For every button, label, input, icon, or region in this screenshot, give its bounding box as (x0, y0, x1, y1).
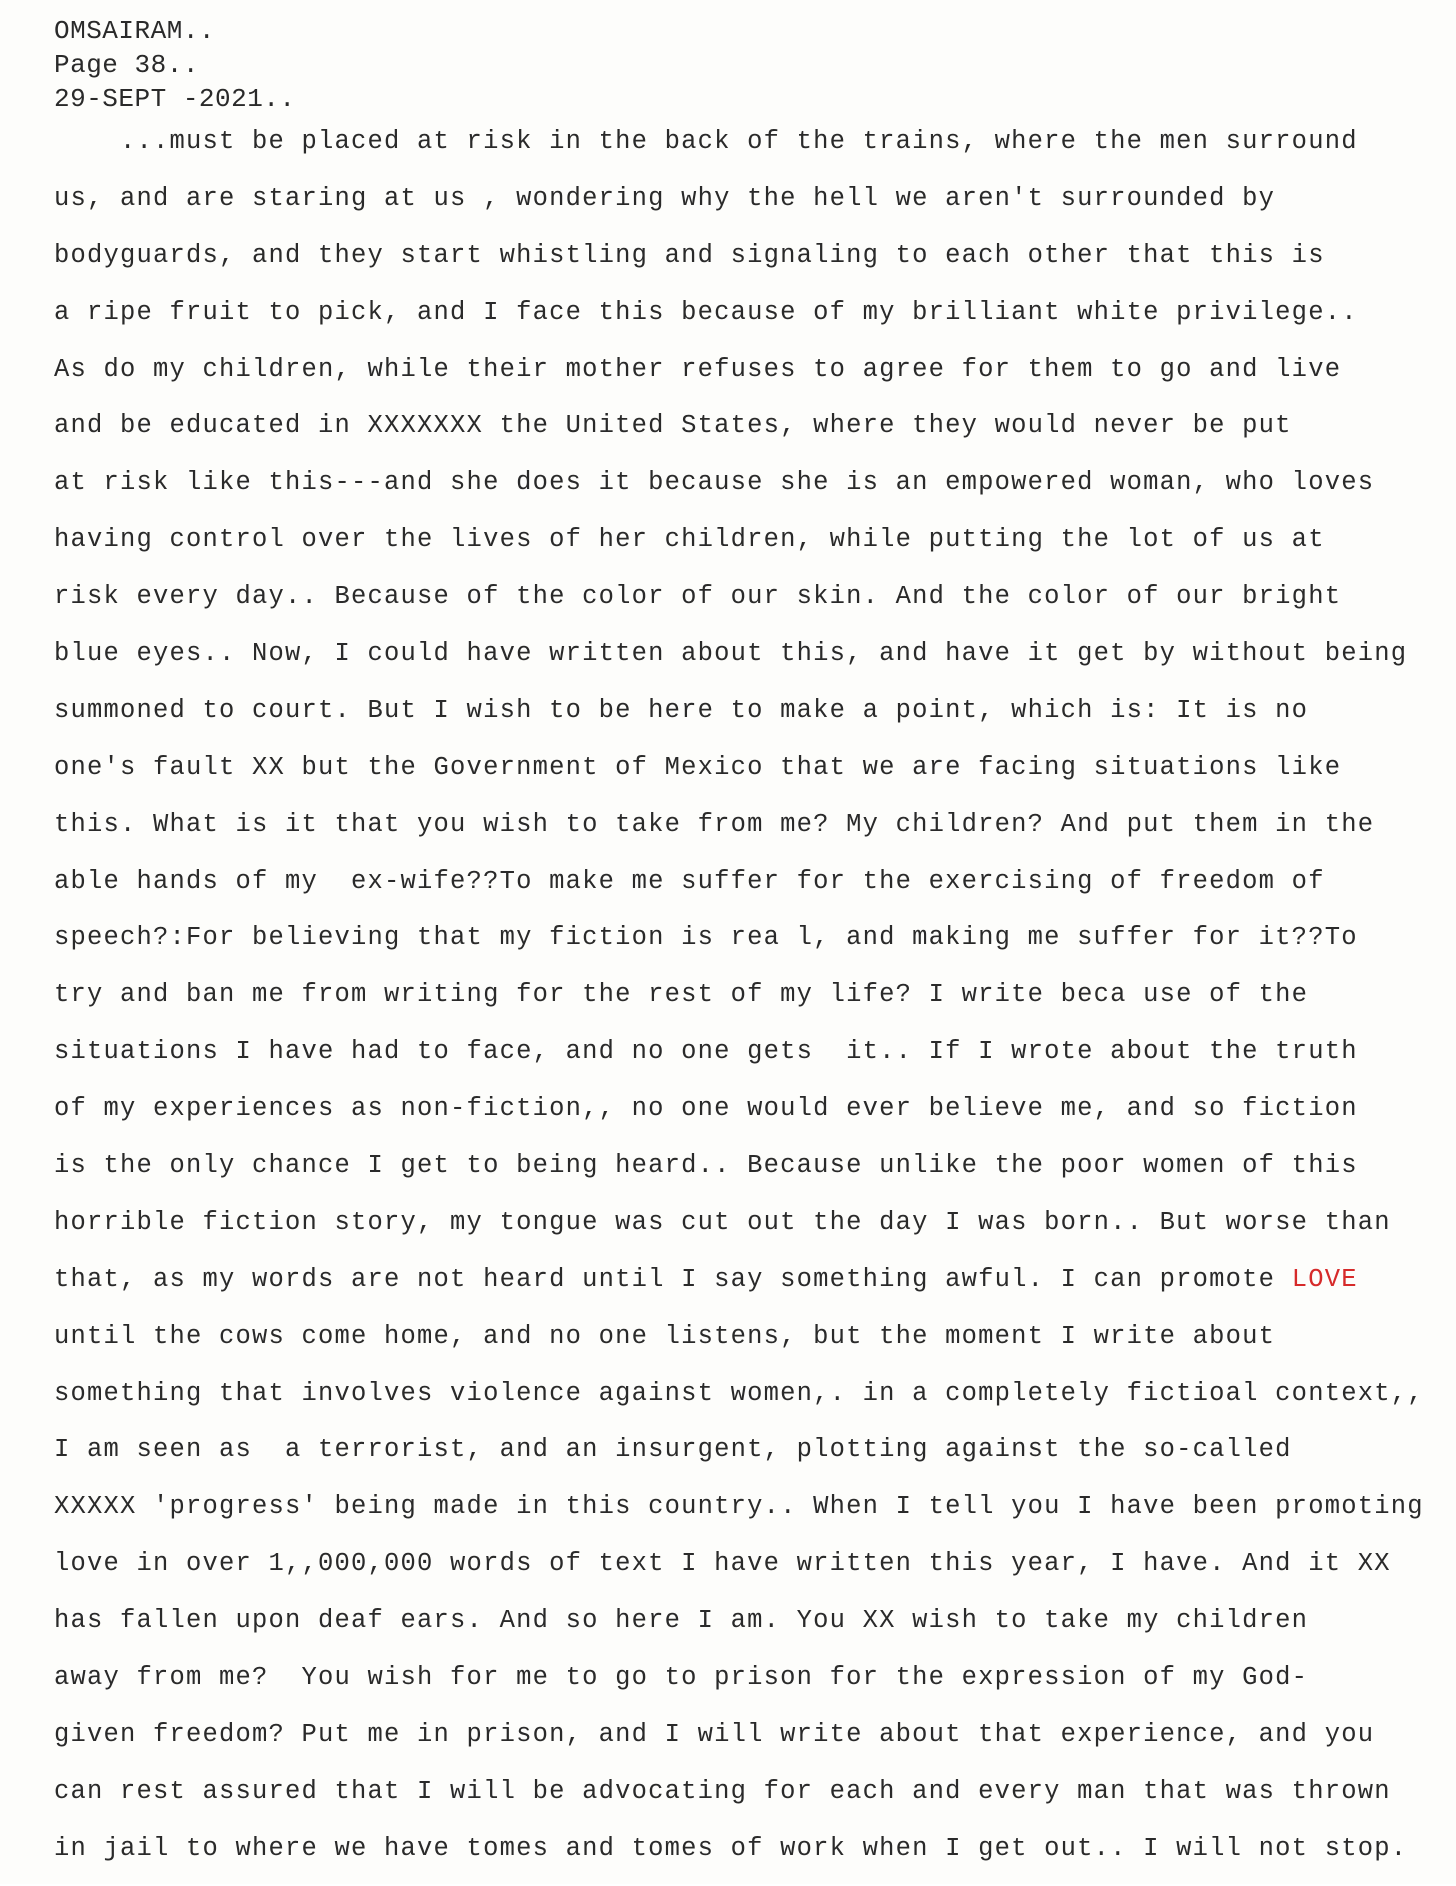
text-line: able hands of my ex-wife??To make me suffer for the exercising of freedom of (54, 866, 1325, 896)
header-salutation: OMSAIRAM.. (54, 16, 216, 46)
page-number: Page 38.. (54, 50, 199, 80)
text-line: has fallen upon deaf ears. And so here I am. You XX wish to take my children (54, 1606, 1309, 1636)
text-line: blue eyes.. Now, I could have written about this, and have it get by without being (54, 639, 1408, 669)
text-line: and be educated in XXXXXXX the United States, where they would never be put (54, 411, 1292, 441)
text-line: us, and are staring at us , wondering why the hell we aren't surrounded by (54, 183, 1276, 213)
text-line-with-love (54, 1260, 1454, 1317)
text-line: bodyguards, and they start whistling and signaling to each other that this is (54, 240, 1325, 270)
text-line: love in over 1,,000,000 words of text I have written this year, I have. And it XX (54, 1549, 1391, 1579)
text-line: in jail to where we have tomes and tomes of work when I get out.. I will not stop. (54, 1833, 1408, 1863)
text-line: this. What is it that you wish to take from me? My children? And put them in the (54, 809, 1375, 839)
text-line: horrible fiction story, my tongue was cut out the day I was born.. But worse than (54, 1207, 1391, 1237)
text-line: a ripe fruit to pick, and I face this because of my brilliant white privilege.. (54, 297, 1358, 327)
text-line: having control over the lives of her children, while putting the lot of us at (54, 525, 1325, 555)
text-line: ...must be placed at risk in the back of the trains, where the men surround (54, 127, 1358, 156)
text-line: at risk like this---and she does it because she is an empowered woman, who loves (54, 468, 1375, 498)
text-line: summoned to court. But I wish to be here to make a point, which is: It is no (54, 695, 1309, 725)
text-line: speech?:For believing that my fiction is rea l, and making me suffer for it??To (54, 923, 1358, 953)
page-date: 29-SEPT -2021.. (54, 84, 296, 114)
text-line: one's fault XX but the Government of Mexico that we are facing situations like (54, 752, 1342, 782)
text-line: away from me? You wish for me to go to prison for the expression of my God- (54, 1663, 1309, 1693)
text-line: can rest assured that I will be advocating for each and every man that was thrown (54, 1776, 1391, 1806)
text-line: risk every day.. Because of the color of our skin. And the color of our bright (54, 582, 1342, 612)
text-line: of my experiences as non-fiction,, no one would ever believe me, and so fiction (54, 1094, 1358, 1124)
text-line: situations I have had to face, and no one gets it.. If I wrote about the truth (54, 1037, 1358, 1067)
text-line: I am seen as a terrorist, and an insurgent, plotting against the so-called (54, 1435, 1292, 1465)
text-line: until the cows come home, and no one listens, but the moment I write about (54, 1321, 1276, 1351)
love-word: LOVE (1291, 1264, 1358, 1294)
text-line: As do my children, while their mother refuses to agree for them to go and live (54, 354, 1342, 384)
text-line: given freedom? Put me in prison, and I will write about that experience, and you (54, 1719, 1375, 1749)
page-header (54, 14, 296, 116)
text-line: is the only chance I get to being heard.. Because unlike the poor women of this (54, 1151, 1358, 1181)
document-body (54, 122, 1454, 1886)
text-segment: that, as my words are not heard until I say something awful. I can promote (54, 1264, 1292, 1294)
text-line: something that involves violence against women,. in a completely fictioal context,, (54, 1378, 1424, 1408)
text-line: XXXXX 'progress' being made in this country.. When I tell you I have been promoting (54, 1492, 1424, 1522)
text-line: try and ban me from writing for the rest of my life? I write beca use of the (54, 980, 1309, 1010)
